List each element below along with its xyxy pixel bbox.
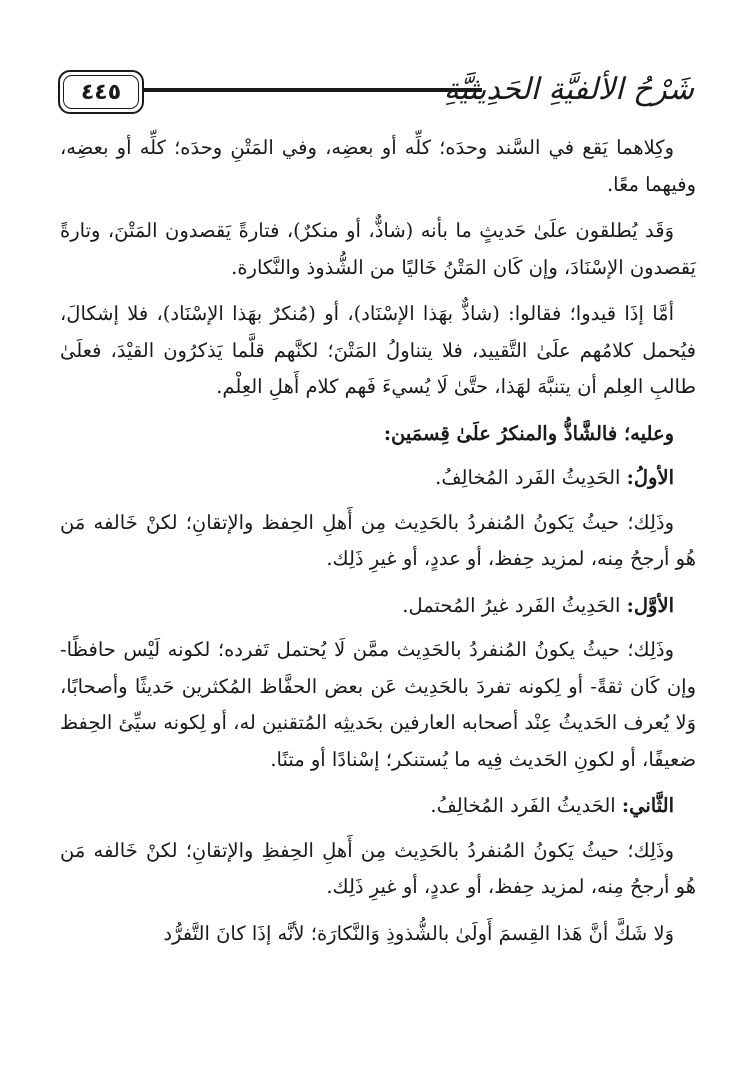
subsection-label: الثَّاني: <box>621 794 674 817</box>
subsection-heading <box>60 460 696 497</box>
page-header <box>58 70 694 116</box>
page-number: ٤٤٥ <box>58 70 144 114</box>
page-body <box>60 130 696 962</box>
book-title: شَرْحُ الألفيَّةِ الحَدِيثيَّةِ <box>443 72 694 107</box>
paragraph: وكِلاهما يَقع في السَّند وحدَه؛ كلِّه أو بعضِه، وفي المَتْنِ وحدَه؛ كلِّه أو بعضِه، وفيهما معًا. <box>60 136 696 196</box>
subsection-label: الأوَّل: <box>626 593 674 617</box>
paragraph: وَلا شَكَّ أنَّ هَذا القِسمَ أَولَىٰ بالشُّذوذِ وَالنَّكارَة؛ لأنَّه إذَا كانَ التَّفرُّد <box>163 921 674 945</box>
subsection-heading <box>60 588 696 625</box>
subsection-heading <box>60 788 696 825</box>
paragraph: وذَلِك؛ حيثُ يَكونُ المُنفردُ بالحَدِيث مِن أَهلِ الحِفظ والإتقانِ؛ لكنْ خَالفه مَن هُو أرجحُ مِنه، لمزيد حِفظ، أو عددٍ، أو غيرِ ذَلِك. <box>60 510 696 570</box>
subsection-text: الحَدِيثُ الفَرد غيرُ المُحتمل. <box>402 593 621 617</box>
section-heading: وعليه؛ فالشَّاذُّ والمنكرُ علَىٰ قِسمَين: <box>383 421 674 445</box>
paragraph: وذَلِك؛ حيثُ يَكونُ المُنفردُ بالحَدِيث مِن أَهلِ الحِفظِ والإتقانِ؛ لكنْ خَالفه مَن هُو أرجحُ مِنه، لمزيد حِفظ، أو عددٍ، أو غيرِ ذَلِك. <box>60 838 696 898</box>
subsection-text: الحَديثُ الفَرد المُخالِفُ. <box>430 794 616 817</box>
subsection-label: الأولُ: <box>626 466 674 489</box>
header-rule <box>142 88 482 92</box>
paragraph: وذَلِك؛ حيثُ يكونُ المُنفردُ بالحَدِيث ممَّن لَا يُحتمل تَفرده؛ لكونه لَيْس حافظًا- وإن كَان ثقةً- أو لِكونه تفردَ بالحَدِيث عَن بعض الحفَّاظ المُكثرين حَديثًا وأصحابًا، وَلا يُعرف الحَديثُ عِنْد أصحابه العارفين بحَديثِه المُتقنين له، أو لِكونه سيِّئ الحِفظ ضعيفًا، أو لكونِ الحَديث فِيه ما يُستنكر؛ إسْنادًا أو متنًا. <box>60 638 696 771</box>
paragraph: أمَّا إذَا قيدوا؛ فقالوا: (شاذٌّ بهَذا الإسْنَاد)، أو (مُنكرٌ بهَذا الإسْنَاد)، فلا إشكالَ، فيُحمل كلامُهم علَىٰ التَّقييد، فلا يتناولُ المَتْنَ؛ لكنَّهم قلَّما يَذكرُون القيْدَ، فعلَىٰ طالبِ العِلم أن يتنبَّهَ لهَذا، حتَّىٰ لَا يُسيءَ فَهم كلام أَهلِ العِلْم. <box>60 302 696 398</box>
subsection-text: الحَدِيثُ الفَرد المُخالِفُ. <box>435 466 621 489</box>
paragraph: وَقَد يُطلقون علَىٰ حَديثٍ ما بأنه (شاذٌّ، أو منكرٌ)، فتارةً يَقصدون المَتْنَ، وتارةً يَقصدون الإسْنَادَ، وإن كَان المَتْنُ خَاليًا من الشُّذوذ والنَّكارة. <box>60 219 696 279</box>
